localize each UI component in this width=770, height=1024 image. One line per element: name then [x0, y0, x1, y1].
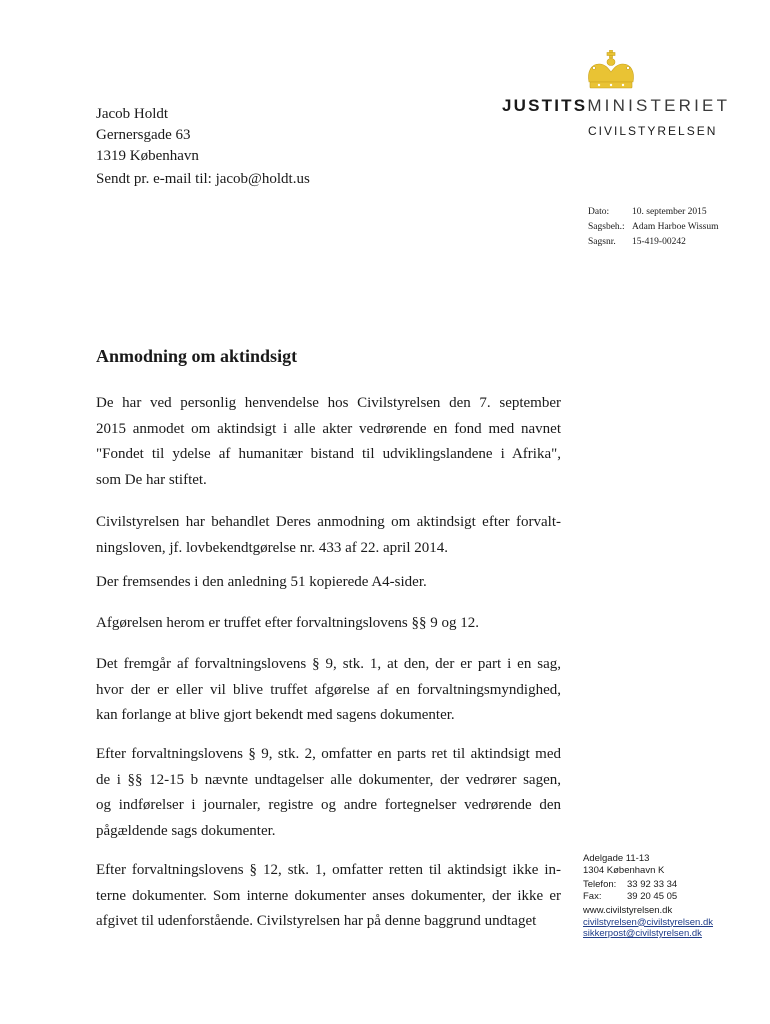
paragraph — [96, 570, 561, 596]
email-link[interactable]: civilstyrelsen@civilstyrelsen.dk — [583, 916, 714, 928]
meta-label: Sagsbeh.: — [588, 222, 625, 232]
paragraph-line: ningsloven, jf. lovbekendtgørelse nr. 433 af 22. april 2014. — [96, 539, 449, 556]
website-link[interactable]: www.civilstyrelsen.dk — [583, 905, 673, 916]
paragraph-line: Efter forvaltningslovens § 9, stk. 2, omfatter en parts ret til aktindsigt med — [96, 746, 561, 762]
paragraph-line: 2015 anmodet om aktindsigt i alle akter vedrørende en fond med navnet — [96, 420, 561, 437]
meta-row — [588, 220, 719, 235]
paragraph — [96, 742, 561, 844]
recipient-address — [96, 104, 199, 167]
contact-address-line2: 1304 København K — [583, 864, 665, 876]
logo-light-part: MINISTERIET — [587, 96, 731, 115]
paragraph-line: pågældende sags dokumenter. — [96, 822, 276, 839]
phone-number: 33 92 33 34 — [627, 879, 678, 890]
recipient-name: Jacob Holdt — [96, 106, 169, 122]
contact-address-line1: Adelgade 11-13 — [583, 853, 650, 864]
fax-label: Fax: — [583, 890, 602, 902]
logo-bold-part: JUSTITS — [502, 96, 588, 115]
paragraph — [96, 652, 561, 729]
meta-value: 10. september 2015 — [632, 207, 707, 217]
paragraph-line: hvor der er eller vil blive truffet afgørelse af en forvaltningsmyndighed, — [96, 681, 561, 698]
meta-row — [588, 235, 719, 250]
meta-value: 15-419-00242 — [632, 237, 686, 247]
paragraph-line: Det fremgår af forvaltningslovens § 9, stk. 1, at den, der er part i en sag, — [96, 656, 561, 672]
paragraph-line: Civilstyrelsen har behandlet Deres anmodning om aktindsigt efter forvalt- — [96, 514, 561, 530]
letter-subject: Anmodning om aktindsigt — [96, 346, 298, 366]
meta-value: Adam Harboe Wissum — [632, 222, 719, 232]
email-line: Sendt pr. e-mail til: jacob@holdt.us — [96, 171, 310, 187]
paragraph — [96, 611, 561, 637]
paragraph — [96, 858, 561, 935]
paragraph-line: kan forlange at blive gjort bekendt med sagens dokumenter. — [96, 707, 455, 723]
paragraph-line: afgivet til udenforstående. Civilstyrelsen har på denne baggrund undtaget — [96, 913, 537, 929]
fax-number: 39 20 45 05 — [627, 890, 678, 902]
agency-name: CIVILSTYRELSEN — [588, 124, 718, 138]
ministry-logo — [502, 96, 730, 116]
contact-info — [583, 853, 713, 940]
secure-email-link[interactable]: sikkerpost@civilstyrelsen.dk — [583, 928, 702, 939]
crown-icon — [585, 50, 637, 92]
paragraph-line: og indførelser i journaler, registre og andre fortegnelser vedrørende den — [96, 797, 561, 813]
phone-label: Telefon: — [583, 879, 617, 890]
meta-label: Sagsnr. — [588, 237, 616, 247]
paragraph-line: Der fremsendes i den anledning 51 kopierede A4-sider. — [96, 574, 427, 590]
paragraph-line: terne dokumenter. Som interne dokumenter anses dokumenter, der ikke er — [96, 887, 561, 904]
case-metadata — [588, 205, 719, 250]
paragraph-line: Efter forvaltningslovens § 12, stk. 1, omfatter retten til aktindsigt ikke in- — [96, 862, 561, 878]
paragraph — [96, 510, 561, 561]
recipient-street: Gernersgade 63 — [96, 127, 191, 143]
paragraph — [96, 391, 561, 493]
paragraph-line: de i §§ 12-15 b nævnte undtagelser alle dokumenter, der vedrører sagen, — [96, 771, 561, 788]
paragraph-line: De har ved personlig henvendelse hos Civilstyrelsen den 7. september — [96, 395, 561, 411]
paragraph-line: som De har stiftet. — [96, 471, 207, 488]
recipient-city: 1319 København — [96, 148, 199, 164]
paragraph-line: Afgørelsen herom er truffet efter forvaltningslovens §§ 9 og 12. — [96, 615, 479, 631]
paragraph-line: "Fondet til ydelse af humanitær bistand til udviklingslandene i Afrika", — [96, 446, 561, 462]
meta-row — [588, 205, 719, 220]
meta-label: Dato: — [588, 207, 610, 217]
